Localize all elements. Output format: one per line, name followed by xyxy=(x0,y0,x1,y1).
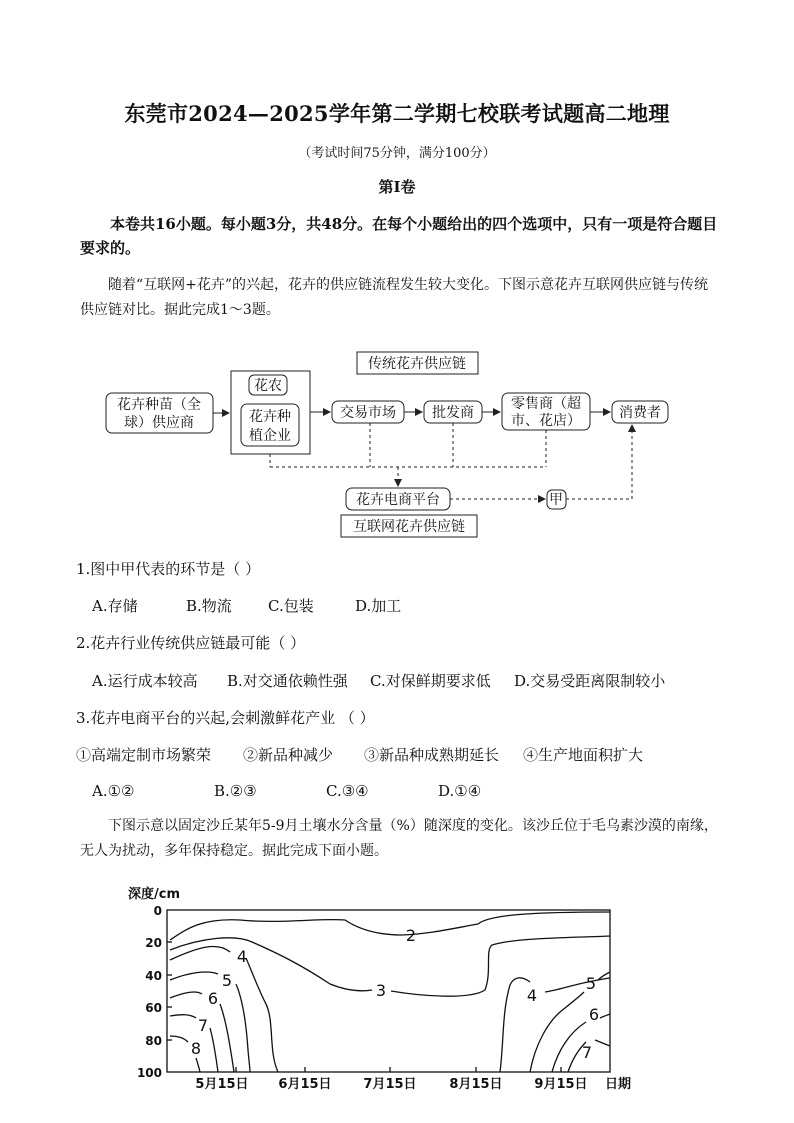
contour-label-7-right: 7 xyxy=(581,1043,593,1062)
q3-option-a: A.①② xyxy=(92,782,135,800)
retailer-label-2: 市、花店） xyxy=(511,413,581,429)
q1-option-d: D.加工 xyxy=(355,597,402,615)
x-axis-label: 日期 xyxy=(604,1077,632,1092)
q1-option-a: A.存储 xyxy=(92,597,138,615)
q3-statement-2: ②新品种减少 xyxy=(243,746,334,764)
contour-label-6-left: 6 xyxy=(207,989,219,1008)
contour-label-6-right: 6 xyxy=(588,1005,600,1024)
supply-chain-diagram xyxy=(0,340,794,540)
q2-option-d: D.交易受距离限制较小 xyxy=(514,672,666,690)
y-tick-40: 40 xyxy=(145,969,162,983)
q2-option-b: B.对交通依赖性强 xyxy=(227,672,348,690)
q3-statement-1: ①高端定制市场繁荣 xyxy=(76,746,212,764)
farmer-label: 花农 xyxy=(254,378,282,394)
platform-label: 花卉电商平台 xyxy=(356,492,440,508)
section-title: 第Ⅰ卷 xyxy=(378,178,416,196)
q1-option-b: B.物流 xyxy=(186,597,232,615)
supplier-label-1: 花卉种苗（全 xyxy=(117,397,201,413)
x-tick-may: 5月15日 xyxy=(195,1077,249,1092)
x-tick-aug: 8月15日 xyxy=(449,1077,503,1092)
contour-label-2: 2 xyxy=(405,926,417,945)
y-tick-20: 20 xyxy=(145,936,162,950)
question-1: 1.图中甲代表的环节是（ ） xyxy=(76,560,261,578)
enterprise-label-2: 植企业 xyxy=(249,428,291,444)
q1-option-c: C.包装 xyxy=(268,597,314,615)
y-tick-100: 100 xyxy=(136,1066,162,1080)
passage-1: 随着“互联网+花卉”的兴起，花卉的供应链流程发生较大变化。下图示意花卉互联网供应链与传统供应链对比。据此完成1～3题。 xyxy=(80,277,709,318)
contour-label-7-left: 7 xyxy=(197,1016,209,1035)
contour-label-4-left: 4 xyxy=(236,947,248,966)
y-tick-60: 60 xyxy=(145,1001,162,1015)
y-axis-label: 深度/cm xyxy=(128,887,181,902)
q3-option-d: D.①④ xyxy=(438,782,482,800)
exam-duration: （考试时间75分钟，满分100分） xyxy=(298,146,496,161)
y-tick-80: 80 xyxy=(145,1034,162,1048)
q3-option-c: C.③④ xyxy=(326,782,369,800)
retailer-label-1: 零售商（超 xyxy=(511,396,581,412)
contour-label-3: 3 xyxy=(375,981,387,1000)
market-label: 交易市场 xyxy=(340,405,396,421)
traditional-chain-label: 传统花卉供应链 xyxy=(368,356,466,372)
jia-label: 甲 xyxy=(549,492,563,508)
question-3: 3.花卉电商平台的兴起,会刺激鲜花产业 （ ） xyxy=(76,709,375,727)
x-tick-jun: 6月15日 xyxy=(278,1077,332,1092)
x-tick-sep: 9月15日 xyxy=(534,1077,588,1092)
contour-label-5-left: 5 xyxy=(221,971,233,990)
contour-line-4-left xyxy=(170,946,278,1072)
x-tick-jul: 7月15日 xyxy=(363,1077,417,1092)
contour-label-5-right: 5 xyxy=(585,974,597,993)
q2-option-a: A.运行成本较高 xyxy=(92,672,198,690)
q3-option-b: B.②③ xyxy=(214,782,257,800)
contour-label-4-right: 4 xyxy=(526,986,538,1005)
contour-label-8: 8 xyxy=(190,1039,202,1058)
enterprise-label-1: 花卉种 xyxy=(249,409,291,425)
q3-statement-4: ④生产地面积扩大 xyxy=(523,746,644,764)
contour-line-2 xyxy=(170,912,610,940)
instructions: 本卷共16小题。每小题3分，共48分。在每个小题给出的四个选项中，只有一项是符合题目要求的。 xyxy=(80,215,718,257)
y-tick-0: 0 xyxy=(153,904,162,918)
soil-moisture-contour-chart xyxy=(0,880,794,1120)
consumer-label: 消费者 xyxy=(619,405,661,421)
wholesaler-label: 批发商 xyxy=(432,405,474,421)
passage-2: 下图示意以固定沙丘某年5-9月土壤水分含量（%）随深度的变化。该沙丘位于毛乌素沙漠的南缘，无人为扰动，多年保持稳定。据此完成下面小题。 xyxy=(80,818,718,859)
q2-option-c: C.对保鲜期要求低 xyxy=(370,672,491,690)
q3-statement-3: ③新品种成熟期延长 xyxy=(364,746,500,764)
contour-line-3 xyxy=(170,936,610,996)
contour-line-5-left xyxy=(170,972,250,1072)
question-2: 2.花卉行业传统供应链最可能（ ） xyxy=(76,634,306,652)
internet-chain-label: 互联网花卉供应链 xyxy=(353,519,465,535)
paper-title: 东莞市2024—2025学年第二学期七校联考试题高二地理 xyxy=(124,101,670,126)
supplier-label-2: 球）供应商 xyxy=(124,415,194,431)
